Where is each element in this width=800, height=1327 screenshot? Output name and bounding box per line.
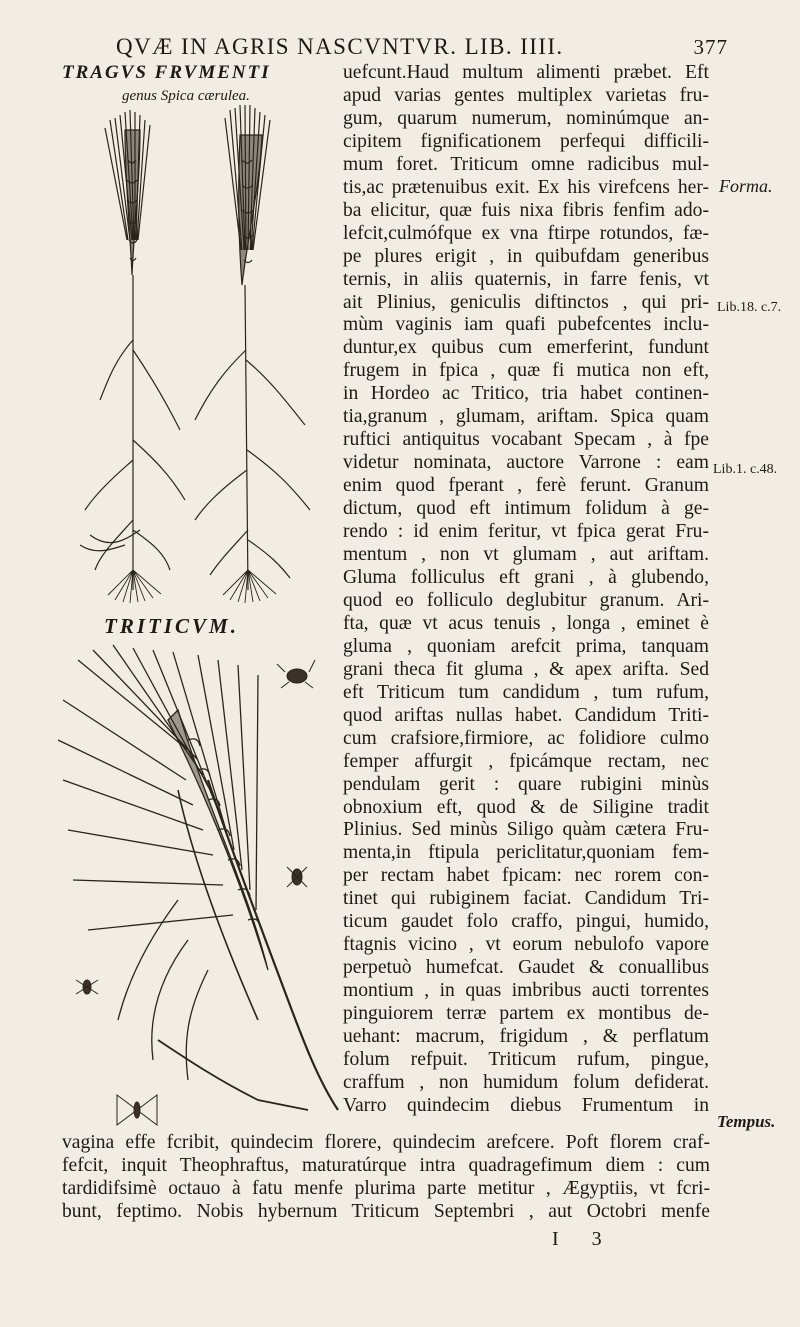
margin-note-forma: Forma.	[719, 176, 773, 196]
text-line: quod ariftas nullas habet. Candidum Triti-	[343, 704, 709, 726]
margin-note-tempus: Tempus.	[717, 1112, 776, 1131]
text-line: ternis, in aliis quaternis, in farre fenis, vt	[343, 268, 709, 290]
text-line: Plinius. Sed minùs Siligo quàm cætera Fru-	[343, 819, 709, 841]
text-line: fta, quæ vt acus tenuis , longa , eminet è	[343, 612, 709, 634]
text-line: grani theca fit gluma , & apex arifta. Sed	[343, 658, 709, 680]
text-line: tis,ac prætenuibus exit. Ex his virefcens her-	[343, 176, 709, 198]
text-line: videtur nominata, auctore Varrone : eam	[343, 452, 709, 474]
text-line: ticum gaudet folo craffo, pingui, humido,	[343, 911, 709, 933]
text-line: frugem in fpica , quæ fi mutica non eft,	[343, 360, 709, 382]
caption-triticum: TRITICVM.	[104, 614, 239, 638]
main-text-column	[343, 62, 709, 1118]
text-line: enim quod fperant , ferè ferunt. Granum	[343, 475, 709, 497]
margin-note-lib1: Lib.1. c.48.	[713, 462, 778, 477]
text-line: gluma , quoniam arefcit prima, tanquam	[343, 635, 709, 657]
text-line: Varro quindecim diebus Frumentum in	[343, 1094, 709, 1116]
text-line: per rectam habet fpicam: nec rorem con-	[343, 865, 709, 887]
text-line: ait Plinius, geniculis diftinctos , qui pri-	[343, 291, 709, 313]
text-line: femper affurgit , fpicámque rectam, nec	[343, 750, 709, 772]
insect-icon	[282, 862, 312, 892]
insect-icon	[275, 652, 319, 692]
text-line: uehant: macrum, frigidum , & perflatum	[343, 1026, 709, 1048]
text-line: tia,granum , glumam, ariftam. Spica quam	[343, 406, 709, 428]
text-line: ftagnis vicino , vt eorum nebulofo vapore	[343, 934, 709, 956]
caption-genus-spica: genus Spica cærulea.	[122, 88, 250, 104]
text-line: tinet qui rubiginem faciat. Candidum Tri-	[343, 888, 709, 910]
text-line: mentum , non vt glumam , aut ariftam.	[343, 544, 709, 566]
text-line: mum foret. Triticum omne radicibus mul-	[343, 153, 709, 175]
text-line: eft Triticum tum candidum , tum rufum,	[343, 681, 709, 703]
text-line: cum crafsiore,firmiore, ac folidiore culmo	[343, 727, 709, 749]
text-line: pe plures erigit , in quibufdam generibus	[343, 245, 709, 267]
left-ear-illustration	[80, 110, 185, 590]
text-line: perpetuò humefcat. Gaudet & conuallibus	[343, 957, 709, 979]
insect-icon	[72, 972, 102, 1002]
text-line: rendo : id enim feritur, vt fpica gerat Fru-	[343, 521, 709, 543]
text-line: bunt, feptimo. Nobis hybernum Triticum Septembri , aut Octobri menfe	[62, 1200, 710, 1222]
text-line: folum refpuit. Triticum rufum, pingue,	[343, 1048, 709, 1070]
page-number: 377	[693, 35, 728, 59]
text-line: craffum , non humidum folum defiderat.	[343, 1071, 709, 1093]
text-line: ba elicitur, quæ fuis nixa fibris fenfim ado-	[343, 199, 709, 221]
wheat-stalks-woodcut	[70, 100, 340, 605]
text-line: uefcunt.Haud multum alimenti præbet. Eft	[343, 62, 709, 83]
text-line: obnoxium eft, quod & de Siligine tradit	[343, 796, 709, 818]
text-line: fefcit, inquit Theophraftus, maturatúrque intra quadragefimum diem : cum	[62, 1154, 710, 1176]
text-line: in Hordeo ac Tritico, tria habet continen-	[343, 383, 709, 405]
text-line: ruftici antiquitus vocabant Specam , à fpe	[343, 429, 709, 451]
text-line: pinguiorem terræ partem ex montibus de-	[343, 1003, 709, 1025]
caption-tragus-frumenti: TRAGVS FRVMENTI	[62, 62, 271, 83]
text-line: mùm vaginis iam quafi pubefcentes inclu-	[343, 314, 709, 336]
text-line: quod eo folliculo deglubitur granum. Ari-	[343, 589, 709, 611]
text-line: duntur,ex quibus cum emerferint, fundunt	[343, 337, 709, 359]
text-line: montium , in quas imbribus aucti torrentes	[343, 980, 709, 1002]
running-head	[116, 34, 728, 60]
full-width-text	[62, 1132, 710, 1224]
running-head-title: QVÆ IN AGRIS NASCVNTVR. LIB. IIII.	[116, 34, 564, 59]
text-line: apud varias gentes multiplex varietas fru-	[343, 84, 709, 106]
text-line: Gluma folliculus eft grani , à glubendo,	[343, 566, 709, 588]
text-line: tardidifsimè octauo à fatu menfe plurima parte metitur , Ægyptiis, vt fcri-	[62, 1177, 710, 1199]
text-line: vagina effe fcribit, quindecim florere, quindecim arefcere. Poft florem craf-	[62, 1132, 710, 1153]
signature-mark: I 3	[552, 1228, 616, 1250]
margin-note-lib18: Lib.18. c.7.	[717, 300, 782, 315]
text-line: gum, quarum numerum, nominúmque an-	[343, 107, 709, 129]
text-line: menta,in ftipula periclitatur,quoniam fem-	[343, 842, 709, 864]
text-line: dictum, quod eft intimum folidum à ge-	[343, 498, 709, 520]
insect-icon	[112, 1090, 162, 1130]
text-line: pendulam gerit : quare rubigini minùs	[343, 773, 709, 795]
right-ear-illustration	[195, 105, 310, 590]
text-line: lefcit,culmófque ex vna ftirpe rotundos, fæ-	[343, 222, 709, 244]
text-line: cipitem fignificationem perfequi difficili-	[343, 130, 709, 152]
